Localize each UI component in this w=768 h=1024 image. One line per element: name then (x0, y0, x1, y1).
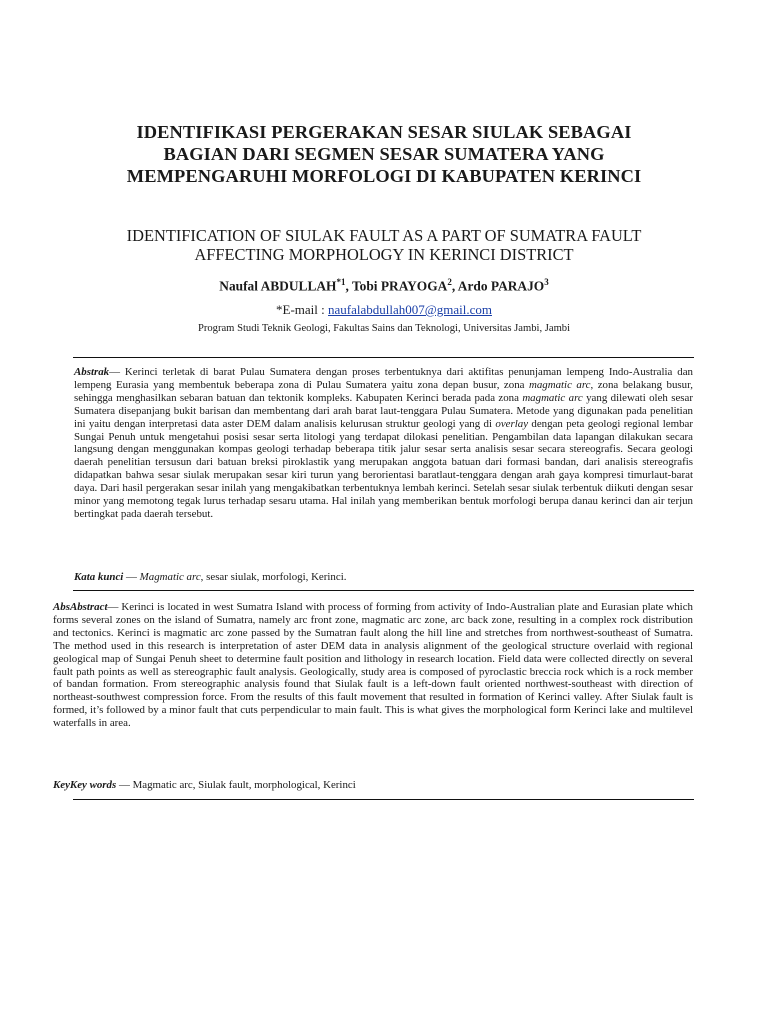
keywords-id-dash: — (123, 571, 140, 583)
abstract-english (53, 601, 693, 730)
keywords-en-text: Magmatic arc, Siulak fault, morphological, Kerinci (132, 779, 356, 791)
author-2-superscript: 2 (447, 277, 452, 287)
abstract-en-text: Kerinci is located in west Sumatra Island with process of forming from activity of Indo-Australian plate and Eurasian plate which forms several zones on the island of Sumatra, namely arc front zone, magmatic arc zone, arc back zone, resulting in a complex rock distribution and tectonics. Kerinci is magmatic arc zone passed by the Sumatran fault along the hill line and stretches from northwest-southeast of Sumatra. The method used in this research is interpretation of aster DEM data in analysis alignment of the geological structure overlaid with regional geological map of Sungai Penuh sheet to determine fault position and lithology in research location. Field data were collected directly on several fault path points as well as stereographic fault analysis. Geologically, study area is composed of pyroclastic breccia rock which is a rock member of bandan formation. From stereographic analysis found that Siulak fault is a left-down fault oriented northwest-southeast with direction of northeast-southwest compression force. From the results of this fault movement that resulted in formation of Kerinci valley. After Siulak fault is formed, it’s followed by a minor fault that cuts perpendicular to main fault. This is what gives the morphological form Kerinci lake and multilevel waterfalls in area. (53, 601, 693, 730)
abstract-id-text-4: dengan peta geologi regional lembar Sungai Penuh untuk mengetahui posisi sesar serta litologi yang terdapat dilokasi penelitian. Pengambilan data lapangan dilakukan secara langsung dengan menggunakan kompas geologi terhadap beberapa titik jalur sesar serta analisis sesar secara stereografis. Secara geologi daerah penelitian tersusun dari batuan breksi piroklastik yang merupakan anggota batuan dari formasi bandan, dari analisis stereografis didapatkan bahwa sesar siulak merupakan sesar kiri turun yang berorientasi baratlaut-tenggara dengan arah gaya kompresi timurlaut-barat daya. Dari hasil pergerakan sesar inilah yang mengakibatkan terbentuknya lembah kerinci. Setelah sesar siulak terbentuk diikuti dengan sesar minor yang memotong tegak lurus terhadap sesaru utama. Hal inilah yang memberikan bentuk morfologi berupa danau kerinci dan air terjun bertingkat pada daerah tersebut. (74, 417, 693, 520)
top-divider (73, 357, 694, 358)
title-id-line-1: IDENTIFIKASI PERGERAKAN SESAR SIULAK SEBAGAI (136, 122, 632, 142)
keywords-indonesian (74, 571, 693, 583)
title-id-line-2: BAGIAN DARI SEGMEN SESAR SUMATERA YANG (163, 144, 605, 164)
email-link[interactable]: naufalabdullah007@gmail.com (328, 302, 492, 317)
abstract-indonesian (74, 366, 693, 521)
author-2-name: Tobi PRAYOGA (351, 278, 448, 294)
bottom-divider (73, 799, 694, 800)
abstract-id-italic-3: overlay (495, 417, 529, 430)
title-en-line-1: IDENTIFICATION OF SIULAK FAULT AS A PART OF SUMATRA FAULT (126, 226, 642, 245)
email-line (100, 302, 668, 318)
title-en-line-2: AFFECTING MORPHOLOGY IN KERINCI DISTRICT (194, 245, 574, 264)
middle-divider (73, 590, 694, 591)
keywords-english (53, 779, 693, 791)
abstract-id-label: Abstrak (74, 366, 110, 378)
abstract-id-italic-2: magmatic arc (522, 391, 583, 404)
abstract-en-label: AbsAbstract (53, 601, 108, 613)
keywords-en-dash: — (116, 779, 133, 791)
keywords-en-label: KeyKey words (53, 779, 117, 791)
author-1-superscript: *1 (336, 277, 346, 287)
author-3-name: Ardo PARAJO (457, 278, 545, 294)
author-separator: , (345, 278, 352, 294)
abstract-id-italic-1: magmatic arc (528, 378, 591, 391)
email-prefix: *E-mail : (276, 302, 329, 317)
keywords-id-label: Kata kunci (74, 571, 124, 583)
abstract-id-text-3: yang dilewati oleh sesar Sumatera disepanjang bukit barisan dan membentang dari arah barat laut-tenggara Pulau Sumatera. Metode yang digunakan pada penelitian ini yaitu dengan interpretasi data aster DEM dalam analisis kelurusan struktur geologi yang di (74, 391, 693, 430)
title-english (80, 226, 688, 264)
keywords-id-italic: Magmatic arc (139, 571, 201, 583)
affiliation: Program Studi Teknik Geologi, Fakultas Sains dan Teknologi, Universitas Jambi, Jambi (197, 323, 571, 334)
author-separator: , (451, 278, 458, 294)
abstract-id-text-2: , zona belakang busur, sehingga menghasilkan sebaran batuan dan tektonik kompleks. Kabupaten Kerinci berada pada zona (74, 378, 693, 404)
title-id-line-3: MEMPENGARUHI MORFOLOGI DI KABUPATEN KERINCI (126, 166, 642, 186)
author-3-superscript: 3 (544, 277, 549, 287)
title-indonesian (90, 121, 678, 187)
keywords-id-text: , sesar siulak, morfologi, Kerinci. (200, 571, 347, 583)
author-1-name: Naufal ABDULLAH (219, 278, 337, 294)
abstract-en-dash: — (107, 601, 122, 613)
author-list (100, 277, 668, 294)
abstract-id-dash: — (109, 366, 125, 378)
abstract-id-text-1: Kerinci terletak di barat Pulau Sumatera dengan proses terbentuknya dari aktifitas penunjaman lempeng Indo-Australia dan lempeng Eurasia yang membentuk beberapa zona di Pulau Sumatera yaitu zona depan busur, zona (74, 366, 693, 391)
